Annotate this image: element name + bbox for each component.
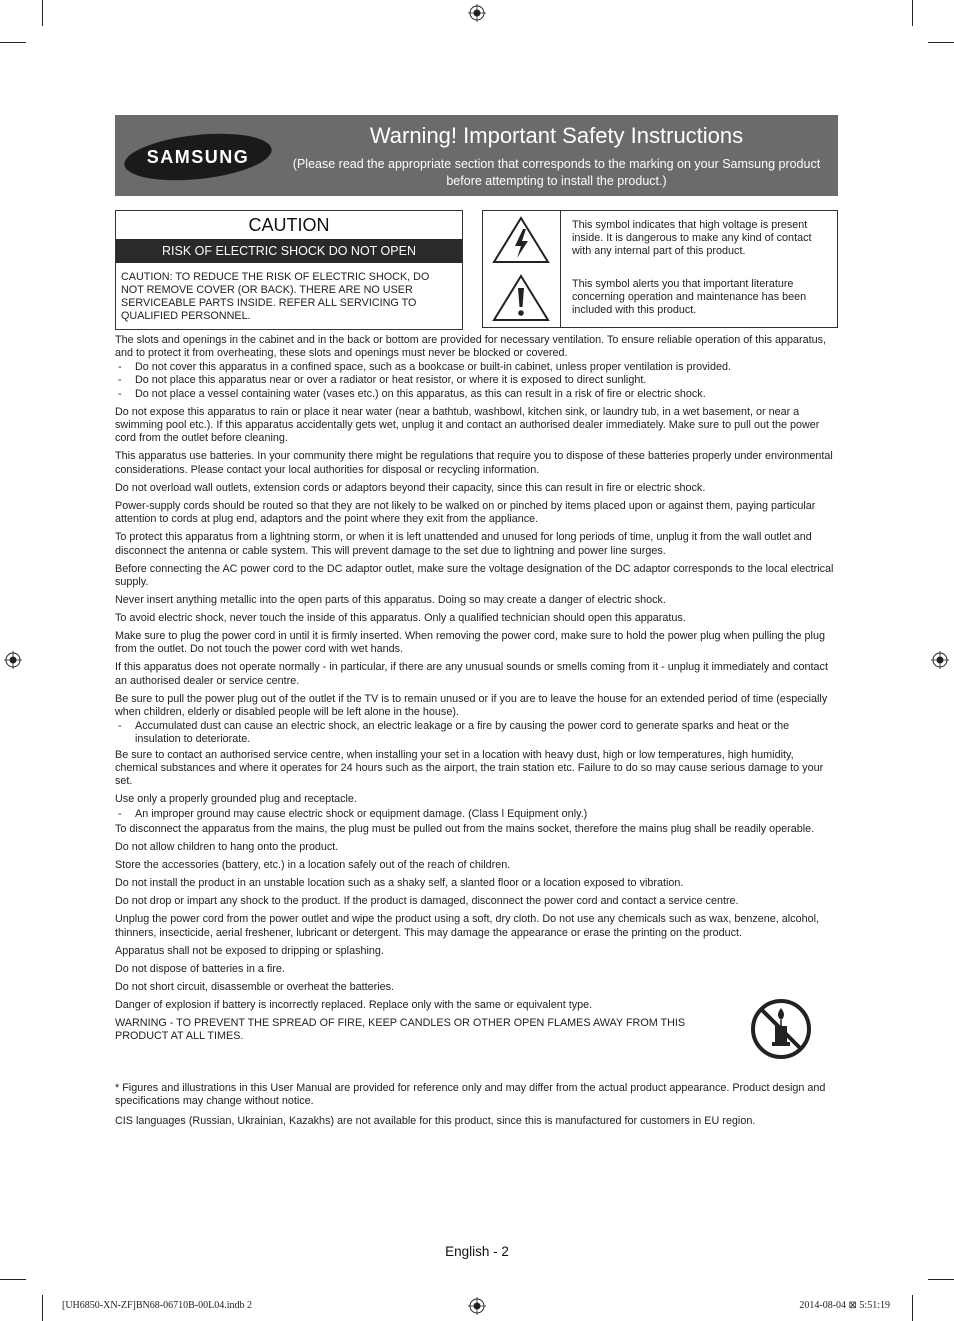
paragraph: To protect this apparatus from a lightning storm, or when it is left unattended and unused for long periods of time, unplug it from the wall outlet and disconnect the antenna or cable system. This will prevent damage to the set due to lightning and power line surges. xyxy=(115,531,812,557)
paragraph: This apparatus use batteries. In your community there might be regulations that require you to dispose of these batteries properly under environmental considerations. Please contact your local authorities for disposal or recycling information. xyxy=(115,450,833,476)
paragraph: Never insert anything metallic into the open parts of this apparatus. Doing so may create a danger of electric shock. xyxy=(115,594,666,607)
paragraph: Be sure to contact an authorised service centre, when installing your set in a location with heavy dust, high or low temperatures, high humidity, chemical substances and where it operates for 24 hours such as the airport, the train station etc. Failure to do so may cause serious damage to your set. xyxy=(115,748,824,788)
paragraph: If this apparatus does not operate normally - in particular, if there are any unusual sounds or smells coming from it - unplug it immediately and contact an authorised dealer or service centre. xyxy=(115,661,828,687)
paragraph: Do not overload wall outlets, extension cords or adaptors beyond their capacity, since this can result in fire or electric shock. xyxy=(115,481,706,494)
list-item: - Do not place a vessel containing water (vases etc.) on this apparatus, as this can result in a risk of fire or electric shock. xyxy=(118,387,706,400)
high-voltage-warning-icon xyxy=(491,215,551,265)
safety-instructions xyxy=(115,334,837,1048)
paragraph: The slots and openings in the cabinet and in the back or bottom are provided for necessary ventilation. To ensure reliable operation of this apparatus, and to protect it from overheating, these slots and openings must never be blocked or covered. xyxy=(115,334,827,360)
no-open-flame-icon xyxy=(750,998,812,1060)
paragraph: To avoid electric shock, never touch the inside of this apparatus. Only a qualified technician should open this apparatus. xyxy=(115,612,686,625)
caution-bar: RISK OF ELECTRIC SHOCK DO NOT OPEN xyxy=(116,239,462,263)
crop-mark xyxy=(928,1279,954,1280)
page-number: English - 2 xyxy=(445,1244,509,1259)
caution-title: CAUTION xyxy=(248,215,330,235)
paragraph: Do not install the product in an unstable location such as a shaky self, a slanted floor or a location exposed to vibration. xyxy=(115,877,684,890)
footnote: * Figures and illustrations in this User Manual are provided for reference only and may differ from the actual product appearance. Product design and specifications may change without notice. xyxy=(115,1082,826,1108)
paragraph: Unplug the power cord from the power outlet and wipe the product using a soft, dry cloth. Do not use any chemicals such as wax, benzene, alcohol, thinners, insecticide, aerial freshener, lubricant or detergent. This may damage the appearance or erase the printing on the product. xyxy=(115,913,819,939)
crop-mark xyxy=(42,0,43,26)
paragraph: Do not allow children to hang onto the product. xyxy=(115,841,339,854)
header-banner xyxy=(115,115,838,196)
brand-name: SAMSUNG xyxy=(146,147,250,167)
crop-mark xyxy=(42,1295,43,1321)
registration-mark-icon xyxy=(468,4,486,22)
paragraph: Do not drop or impart any shock to the product. If the product is damaged, disconnect the power cord and contact a service centre. xyxy=(115,895,739,908)
list-item: - Do not cover this apparatus in a confined space, such as a bookcase or built-in cabinet, unless proper ventilation is provided. xyxy=(118,360,731,373)
footnotes xyxy=(115,1082,837,1134)
candle-warning: WARNING - TO PREVENT THE SPREAD OF FIRE, KEEP CANDLES OR OTHER OPEN FLAMES AWAY FROM THIS PRODUCT AT ALL TIMES. xyxy=(115,1016,686,1042)
paragraph: Make sure to plug the power cord in until it is firmly inserted. When removing the power cord, make sure to hold the power plug when pulling the plug from the outlet. Do not touch the power cord with wet hands. xyxy=(115,630,825,656)
samsung-logo xyxy=(123,133,273,181)
alert-symbol-text: This symbol alerts you that important literature concerning operation and maintenance has been included with this product. xyxy=(572,278,807,316)
list-item: - Do not place this apparatus near or over a radiator or heat resistor, or where it is exposed to direct sunlight. xyxy=(118,374,647,387)
list-item: - An improper ground may cause electric shock or equipment damage. (Class l Equipment only.) xyxy=(118,807,588,820)
paragraph: Before connecting the AC power cord to the DC adaptor outlet, make sure the voltage designation of the DC adaptor corresponds to the local electrical supply. xyxy=(115,562,834,589)
paragraph: Use only a properly grounded plug and receptacle. xyxy=(115,793,357,806)
registration-mark-icon xyxy=(468,1297,486,1315)
paragraph: Store the accessories (battery, etc.) in a location safely out of the reach of children. xyxy=(115,859,511,872)
caution-text: CAUTION: TO REDUCE THE RISK OF ELECTRIC SHOCK, DO NOT REMOVE COVER (OR BACK). THERE ARE NO USER SERVICEABLE PARTS INSIDE. REFER ALL SERVICING TO QUALIFIED PERSONNEL. xyxy=(121,271,430,322)
crop-mark xyxy=(0,42,26,43)
caution-box xyxy=(115,210,463,330)
paragraph: Danger of explosion if battery is incorrectly replaced. Replace only with the same or equivalent type. xyxy=(115,998,593,1011)
paragraph: Do not dispose of batteries in a fire. xyxy=(115,962,285,975)
crop-mark xyxy=(928,42,954,43)
paragraph: To disconnect the apparatus from the mains, the plug must be pulled out from the mains socket, therefore the mains plug shall be readily operable. xyxy=(115,823,815,836)
crop-mark xyxy=(0,1279,26,1280)
registration-mark-icon xyxy=(4,651,22,669)
paragraph: Apparatus shall not be exposed to dripping or splashing. xyxy=(115,944,384,957)
page-title: Warning! Important Safety Instructions xyxy=(369,123,744,148)
symbols-box xyxy=(482,210,838,328)
paragraph: Do not expose this apparatus to rain or place it near water (near a bathtub, washbowl, kitchen sink, or laundry tub, in a wet basement, or near a swimming pool etc.). If this apparatus accidentally gets wet, unplug it and contact an authorised dealer immediately. Make sure to pull out the power cord from the outlet before cleaning. xyxy=(115,405,820,445)
voltage-symbol-text: This symbol indicates that high voltage is present inside. It is dangerous to make any kind of contact with any internal part of this product. xyxy=(572,219,812,257)
crop-mark xyxy=(912,1295,913,1321)
paragraph: Do not short circuit, disassemble or overheat the batteries. xyxy=(115,980,395,993)
paragraph: Power-supply cords should be routed so that they are not likely to be walked on or pinched by items placed upon or against them, paying particular attention to cords at plug end, adaptors and the point where they exit from the appliance. xyxy=(115,499,816,526)
footnote: CIS languages (Russian, Ukrainian, Kazakhs) are not available for this product, since this is manufactured for customers in EU region. xyxy=(115,1114,756,1127)
print-slug-file: [UH6850-XN-ZF]BN68-06710B-00L04.indb 2 xyxy=(62,1300,252,1311)
print-slug-timestamp: 2014-08-04 ⊠ 5:51:19 xyxy=(799,1300,890,1311)
list-item: - Accumulated dust can cause an electric shock, an electric leakage or a fire by causing the power cord to generate sparks and heat or the insulation to deteriorate. xyxy=(118,719,790,746)
registration-mark-icon xyxy=(931,651,949,669)
exclamation-warning-icon xyxy=(491,273,551,323)
crop-mark xyxy=(912,0,913,26)
paragraph: Be sure to pull the power plug out of the outlet if the TV is to remain unused or if you are to leave the house for an extended period of time (especially when children, elderly or disabled people will be left alone in the house). xyxy=(115,692,828,719)
page-subtitle: (Please read the appropriate section that corresponds to the marking on your Samsung product before attempting to install the product.) xyxy=(292,157,821,188)
symbols-divider xyxy=(560,211,561,327)
